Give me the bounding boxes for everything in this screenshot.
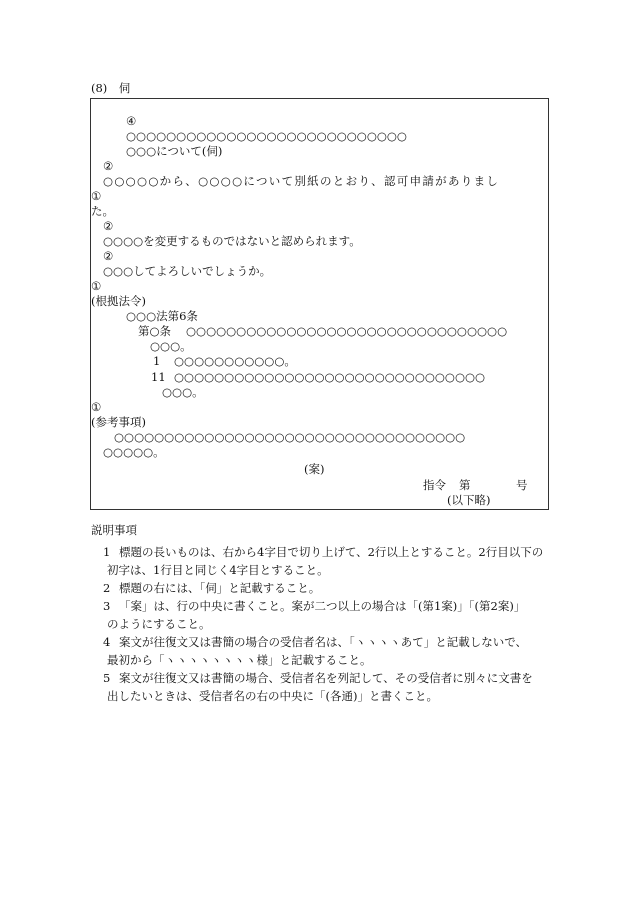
body-3: ○○○してよろしいでしょうか。 — [103, 264, 272, 278]
note-2-number: 2 — [103, 581, 111, 595]
note-5-line-2: 出したいときは、受信者名の右の中央に「(各通)」と書くこと。 — [107, 689, 438, 703]
order-dai: 第 — [459, 478, 471, 492]
item-2-text: ○○○○○○○○○○○○○○○○○○○○○○○○○○○○○○○ — [174, 370, 486, 384]
article-line-1: ○○○○○○○○○○○○○○○○○○○○○○○○○○○○○○○○ — [186, 324, 508, 338]
reference-label: (参考事項) — [91, 415, 146, 429]
note-1-line-1: 標題の長いものは、右から4字目で切り上げて、2行以上とすること。2行目以下の — [119, 545, 544, 559]
note-2-line-1: 標題の右には、「伺」と記載すること。 — [119, 581, 321, 595]
note-3-number: 3 — [103, 599, 111, 613]
note-5-number: 5 — [103, 671, 111, 685]
title-line-1: ○○○○○○○○○○○○○○○○○○○○○○○○○○○○ — [126, 129, 407, 143]
section-heading: (8) 伺 — [91, 81, 131, 95]
reference-line-2: ○○○○○。 — [103, 445, 165, 459]
article-line-2: ○○○。 — [150, 339, 192, 353]
article-label: 第○条 — [138, 324, 172, 338]
basis-label: (根拠法令) — [91, 294, 146, 308]
item-2-line-2: ○○○。 — [162, 385, 204, 399]
note-5-line-1: 案文が往復文又は書簡の場合、受信者名を列記して、その受信者に別々に文書を — [119, 671, 533, 685]
note-4-line-2: 最初から「ヽヽヽヽヽヽヽヽ様」と記載すること。 — [107, 653, 372, 667]
body-1-line-1: ○○○○○から、○○○○について別紙のとおり、認可申請がありまし — [103, 174, 500, 188]
note-4-line-1: 案文が往復文又は書簡の場合の受信者名は、「ヽヽヽヽあて」と記載しないで、 — [119, 635, 528, 649]
order-label: 指令 — [423, 478, 446, 492]
mark-2: ① — [91, 189, 102, 203]
order-go: 号 — [516, 478, 528, 492]
mark-6: ① — [91, 400, 102, 414]
mark-3: ② — [103, 219, 114, 233]
item-2-label: 11 — [151, 370, 166, 384]
body-1-line-2: た。 — [91, 204, 114, 218]
mark-top: ④ — [126, 114, 137, 128]
note-4-number: 4 — [103, 635, 111, 649]
reference-line-1: ○○○○○○○○○○○○○○○○○○○○○○○○○○○○○○○○○○○ — [114, 430, 466, 444]
body-2: ○○○○を変更するものではないと認められます。 — [103, 234, 361, 248]
omitted-text: (以下略) — [447, 493, 491, 507]
item-1-text: ○○○○○○○○○○○。 — [174, 354, 296, 368]
note-3-line-2: のようにすること。 — [107, 617, 211, 631]
mark-1: ② — [103, 159, 114, 173]
law-name: ○○○法第6条 — [126, 309, 198, 323]
mark-5: ① — [91, 279, 102, 293]
mark-4: ② — [103, 249, 114, 263]
notes-title: 説明事項 — [91, 523, 137, 537]
item-1-label: 1 — [153, 354, 161, 368]
title-line-2: ○○○について(伺) — [126, 144, 223, 158]
note-1-line-2: 初字は、1行目と同じく4字目とすること。 — [107, 563, 329, 577]
draft-label: (案) — [304, 462, 325, 476]
note-1-number: 1 — [103, 545, 111, 559]
note-3-line-1: 「案」は、行の中央に書くこと。案が二つ以上の場合は「(第1案)」「(第2案)」 — [119, 599, 526, 613]
